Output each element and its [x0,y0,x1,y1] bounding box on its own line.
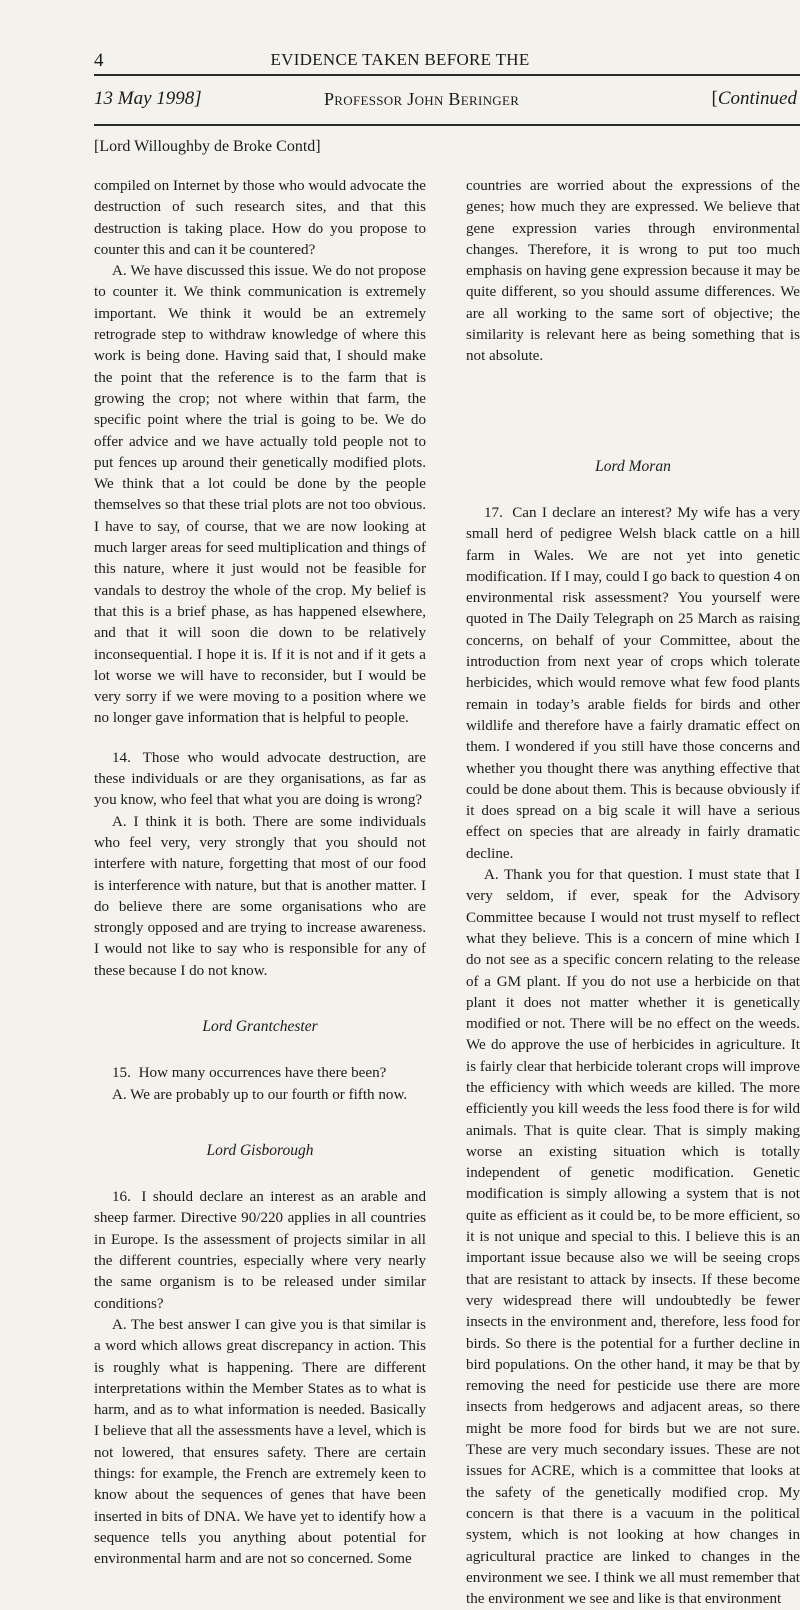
continued-text: Continued [717,88,797,109]
session-date: 13 May 1998] [94,88,202,109]
left-column [94,176,426,1571]
header-rule-bottom [94,124,800,126]
question-number: 15. [112,1065,131,1082]
paragraph-continuation: countries are worried about the expressions of the genes; how much they are expressed. We believe that gene expression varies through environmental changes. Therefore, it is wrong to put too much emphasis on having gene expression because it may be quite different, so you should assume differences. We are all working to the same sort of objective; the similarity is relevant here as being something that is not absolute. [466,178,800,365]
question-text: Those who would advocate destruction, are these individuals or are they organisations, as far as you know, who feel that what you are doing is wrong? [94,749,426,809]
answer-15: A. We are probably up to our fourth or fifth now. [112,1086,408,1103]
question-text: I should declare an interest as an arable and sheep farmer. Directive 90/220 applies in all countries in Europe. Is the assessment of projects similar in all the different countries, especially where very nearly the same organism is to be released under similar conditions? [94,1189,426,1312]
question-number: 17. [484,504,503,521]
header-subline [94,88,800,118]
section-label: [Lord Willoughby de Broke Contd] [94,138,321,155]
speaker-heading: Lord Grantchester [202,1017,318,1035]
continued-label: [Continued [711,88,797,109]
page-header [0,0,800,82]
question-text: Can I declare an interest? My wife has a very small herd of pedigree Welsh black cattle on a hill farm in Wales. We are not yet into genetic modification. If I may, could I go back to question 4 on environmental risk assessment? You yourself were quoted in The Daily Telegraph on 25 March as raising concerns, on behalf of your Committee, about the introduction from next year of crops which tolerate herbicides, which would remove what few food plants remain in today’s arable fields for birds and other wildlife and therefore have a fairly dramatic effect on them. I wondered if you still have those concerns and whether you thought there was anything effective that could be done about them. This is because obviously if it does spread on a big scale it will have a serious effect on species that are already in fairly dramatic decline. [466,504,800,862]
header-rule-top [94,74,800,76]
question-16 [94,1187,426,1315]
question-14 [94,748,426,812]
paragraph-continuation: compiled on Internet by those who would advocate the destruction of such research sites, and that this destruction is taking place. How do you propose to counter this and can it be countered? [94,178,426,258]
speaker-heading: Lord Gisborough [206,1141,314,1159]
right-column [466,176,800,1610]
witness-name: Professor John Beringer [324,89,520,109]
speaker-heading: Lord Moran [595,457,671,475]
page-number: 4 [94,50,104,71]
answer-16: A. The best answer I can give you is that similar is a word which allows great discrepancy in action. This is roughly what is happening. There are different interpretations within the Member States as to what is harm, and as to what information is needed. Basically I believe that all the assessments have a level, which is not lowered, that ensures safety. There are certain things: for example, the French are extremely keen to know about the sequences of genes that have been inserted in bits of DNA. We have yet to identify how a sequence tells you anything about potential for environmental harm and are not so concerned. Some [94,1316,426,1568]
answer-17: A. Thank you for that question. I must state that I very seldom, if ever, speak for the Advisory Committee because I would not trust myself to reflect what they believe. This is a concern of mine which I do not see as a specific concern relating to the release of a GM plant. If you do not use a herbicide on that plant it does not matter whether it is genetically modified or not. There will be no effect on the weeds. We do approve the use of herbicides in agriculture. It is fairly clear that herbicide tolerant crops will improve the efficiency with which weeds are killed. The more efficiently you kill weeds the less food there is for wild animals. That is quite clear. That is simply making worse an existing situation which is totally independent of genetic modification. Genetic modification is simply allowing a system that is not quite as efficient as it could be, to be more efficient, so it is not unique and special to this. I believe this is an important issue because also we will be seeing crops that are resistant to attack by insects. If these become very widespread there will undoubtedly be fewer insects in the environment and, therefore, less food for birds. So there is the potential for a further decline in bird populations. On the other hand, it may be that by removing the need for pesticide use there are more insects from hedgerows and adjacent areas, so there might be more food for birds but we are not sure. These are very much secondary issues. These are not issues for ACRE, which is a committee that looks at the safety of the genetically modified crop. My concern is that there is a vacuum in the political system, which is not looking at how changes in agricultural practice are linked to changes in the environment we see. I think we all must remember that the environment we see and like is that environment [466,867,800,1608]
question-17 [466,503,800,865]
running-title: EVIDENCE TAKEN BEFORE THE [270,50,530,69]
question-15 [94,1063,426,1084]
answer-14: A. I think it is both. There are some individuals who feel very, very strongly that you should not interfere with nature, forgetting that most of our food is interference with nature, but that is another matter. I do believe there are some organisations who are strongly opposed and are trying to increase awareness. I would not like to say who is responsible for any of these because I do not know. [94,813,426,979]
question-number: 14. [112,749,131,766]
question-number: 16. [112,1189,131,1206]
question-text: How many occurrences have there been? [138,1065,387,1082]
answer-13: A. We have discussed this issue. We do not propose to counter it. We think communication is extremely important. We think it would be an extremely retrograde step to withdraw knowledge of where this work is being done. Having said that, I should make the point that the reference is to the farm that is growing the crop; not where within that farm, the specific point where the trial is going to be. We do offer advice and we have actually told people not to put fences up around their genetically modified plots. We think that a lot could be done by the people themselves so that these trial plots are not too obvious. I have to say, of course, that we are now looking at much larger areas for seed multiplication and things of this nature, where it just would not be feasible for vandals to destroy the whole of the crop. My belief is that this is a brief phase, as has happened elsewhere, and that it will soon die down to be relatively inconsequential. I hope it is. If it is not and if it gets a lot worse we will have to reconsider, but I would be very sorry if we were moving to a position where we no longer gave information that is helpful to people. [94,263,426,727]
